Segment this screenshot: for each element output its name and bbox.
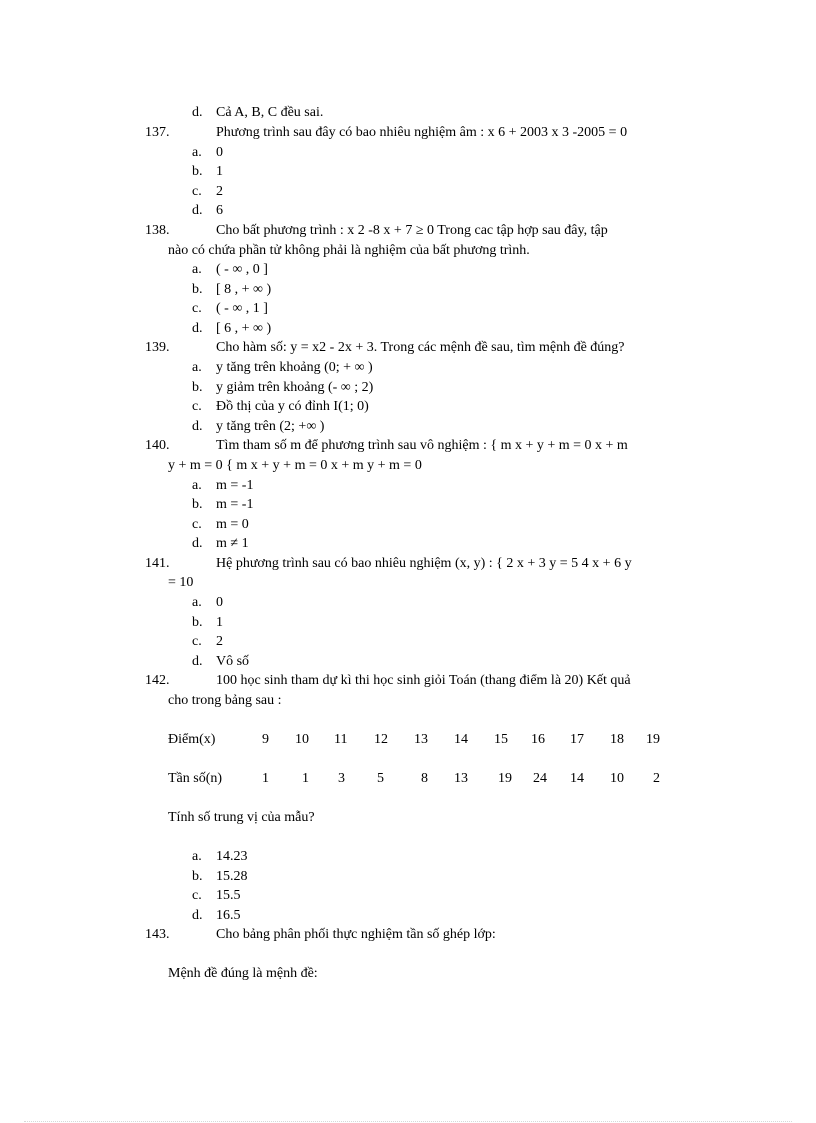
option-c-text: 2 — [216, 634, 223, 649]
option-b-text: y giảm trên khoảng (- ∞ ; 2) — [216, 380, 374, 395]
option-c-text: 15.5 — [216, 888, 241, 903]
question-number-138: 138. — [145, 223, 170, 238]
table-cell: 17 — [570, 732, 584, 747]
table-cell: 10 — [610, 771, 624, 786]
option-d-text: [ 6 , + ∞ ) — [216, 321, 272, 336]
option-c-text: Đồ thị của y có đỉnh I(1; 0) — [216, 399, 369, 414]
option-d-letter: d. — [192, 203, 203, 218]
table-cell: 15 — [494, 732, 508, 747]
option-a-text: 0 — [216, 145, 223, 160]
table-cell: 10 — [295, 732, 309, 747]
option-c-letter: c. — [192, 399, 202, 414]
option-b-text: [ 8 , + ∞ ) — [216, 282, 272, 297]
table-row-label-score: Điểm(x) — [168, 732, 216, 747]
option-c-letter: c. — [192, 301, 202, 316]
table-cell: 1 — [302, 771, 309, 786]
option-a-letter: a. — [192, 262, 202, 277]
question-number-137: 137. — [145, 125, 170, 140]
question-text-142-cont: cho trong bảng sau : — [168, 693, 282, 708]
option-d-text: Vô số — [216, 654, 250, 669]
option-a-text: ( - ∞ , 0 ] — [216, 262, 268, 277]
table-row-label-frequency: Tần số(n) — [168, 771, 223, 786]
option-a-text: 14.23 — [216, 849, 248, 864]
option-d-letter: d. — [192, 654, 203, 669]
table-cell: 14 — [570, 771, 584, 786]
option-c-text: 2 — [216, 184, 223, 199]
table-cell: 12 — [374, 732, 388, 747]
option-b-letter: b. — [192, 497, 203, 512]
table-cell: 14 — [454, 732, 468, 747]
table-cell: 24 — [533, 771, 547, 786]
page-bottom-divider — [24, 1121, 792, 1122]
question-number-142: 142. — [145, 673, 170, 688]
table-cell: 16 — [531, 732, 545, 747]
option-d-text: Cả A, B, C đều sai. — [216, 105, 324, 120]
question-text-137: Phương trình sau đây có bao nhiêu nghiệm âm : x 6 + 2003 x 3 -2005 = 0 — [216, 125, 628, 140]
option-a-letter: a. — [192, 145, 202, 160]
question-text-143: Cho bảng phân phối thực nghiệm tần số ghép lớp: — [216, 927, 496, 942]
table-cell: 9 — [262, 732, 269, 747]
option-c-letter: c. — [192, 517, 202, 532]
table-cell: 13 — [454, 771, 468, 786]
table-cell: 19 — [646, 732, 660, 747]
option-c-letter: c. — [192, 184, 202, 199]
table-cell: 3 — [338, 771, 345, 786]
table-cell: 8 — [421, 771, 428, 786]
option-b-letter: b. — [192, 615, 203, 630]
option-c-text: m = 0 — [216, 517, 249, 532]
question-text-139: Cho hàm số: y = x2 - 2x + 3. Trong các mệnh đề sau, tìm mệnh đề đúng? — [216, 340, 625, 355]
question-number-140: 140. — [145, 438, 170, 453]
question-text-141: Hệ phương trình sau có bao nhiêu nghiệm (x, y) : { 2 x + 3 y = 5 4 x + 6 y — [216, 556, 632, 571]
option-d-text: 16.5 — [216, 908, 241, 923]
option-d-letter: d. — [192, 536, 203, 551]
option-b-text: 1 — [216, 615, 223, 630]
option-a-text: y tăng trên khoảng (0; + ∞ ) — [216, 360, 373, 375]
table-cell: 18 — [610, 732, 624, 747]
question-prompt-142: Tính số trung vị của mẫu? — [168, 810, 315, 825]
option-d-letter: d. — [192, 908, 203, 923]
option-a-text: 0 — [216, 595, 223, 610]
option-c-letter: c. — [192, 888, 202, 903]
question-number-141: 141. — [145, 556, 170, 571]
option-b-letter: b. — [192, 380, 203, 395]
question-text-138: Cho bất phương trình : x 2 -8 x + 7 ≥ 0 Trong cac tập hợp sau đây, tập — [216, 223, 608, 238]
table-cell: 5 — [377, 771, 384, 786]
option-d-text: 6 — [216, 203, 223, 218]
table-cell: 19 — [498, 771, 512, 786]
option-d-text: m ≠ 1 — [216, 536, 249, 551]
option-d-letter: d. — [192, 419, 203, 434]
table-cell: 11 — [334, 732, 348, 747]
option-b-letter: b. — [192, 164, 203, 179]
option-c-letter: c. — [192, 634, 202, 649]
option-b-letter: b. — [192, 282, 203, 297]
question-text-140-cont: y + m = 0 { m x + y + m = 0 x + m y + m = 0 — [168, 458, 422, 473]
table-cell: 2 — [653, 771, 660, 786]
table-cell: 13 — [414, 732, 428, 747]
question-text-138-cont: nào có chứa phần tử không phải là nghiệm của bất phương trình. — [168, 243, 530, 258]
option-a-letter: a. — [192, 478, 202, 493]
option-b-text: 1 — [216, 164, 223, 179]
option-a-letter: a. — [192, 595, 202, 610]
question-number-143: 143. — [145, 927, 170, 942]
option-b-text: m = -1 — [216, 497, 254, 512]
option-d-text: y tăng trên (2; +∞ ) — [216, 419, 325, 434]
table-cell: 1 — [262, 771, 269, 786]
option-c-text: ( - ∞ , 1 ] — [216, 301, 268, 316]
option-a-letter: a. — [192, 849, 202, 864]
option-b-text: 15.28 — [216, 869, 248, 884]
option-b-letter: b. — [192, 869, 203, 884]
question-text-140: Tìm tham số m để phương trình sau vô nghiệm : { m x + y + m = 0 x + m — [216, 438, 628, 453]
option-a-text: m = -1 — [216, 478, 254, 493]
question-text-142: 100 học sinh tham dự kì thi học sinh giỏi Toán (thang điểm là 20) Kết quả — [216, 673, 631, 688]
question-prompt-143: Mệnh đề đúng là mệnh đề: — [168, 966, 318, 981]
option-d-letter: d. — [192, 105, 203, 120]
option-a-letter: a. — [192, 360, 202, 375]
option-d-letter: d. — [192, 321, 203, 336]
question-number-139: 139. — [145, 340, 170, 355]
question-text-141-cont: = 10 — [168, 575, 194, 590]
